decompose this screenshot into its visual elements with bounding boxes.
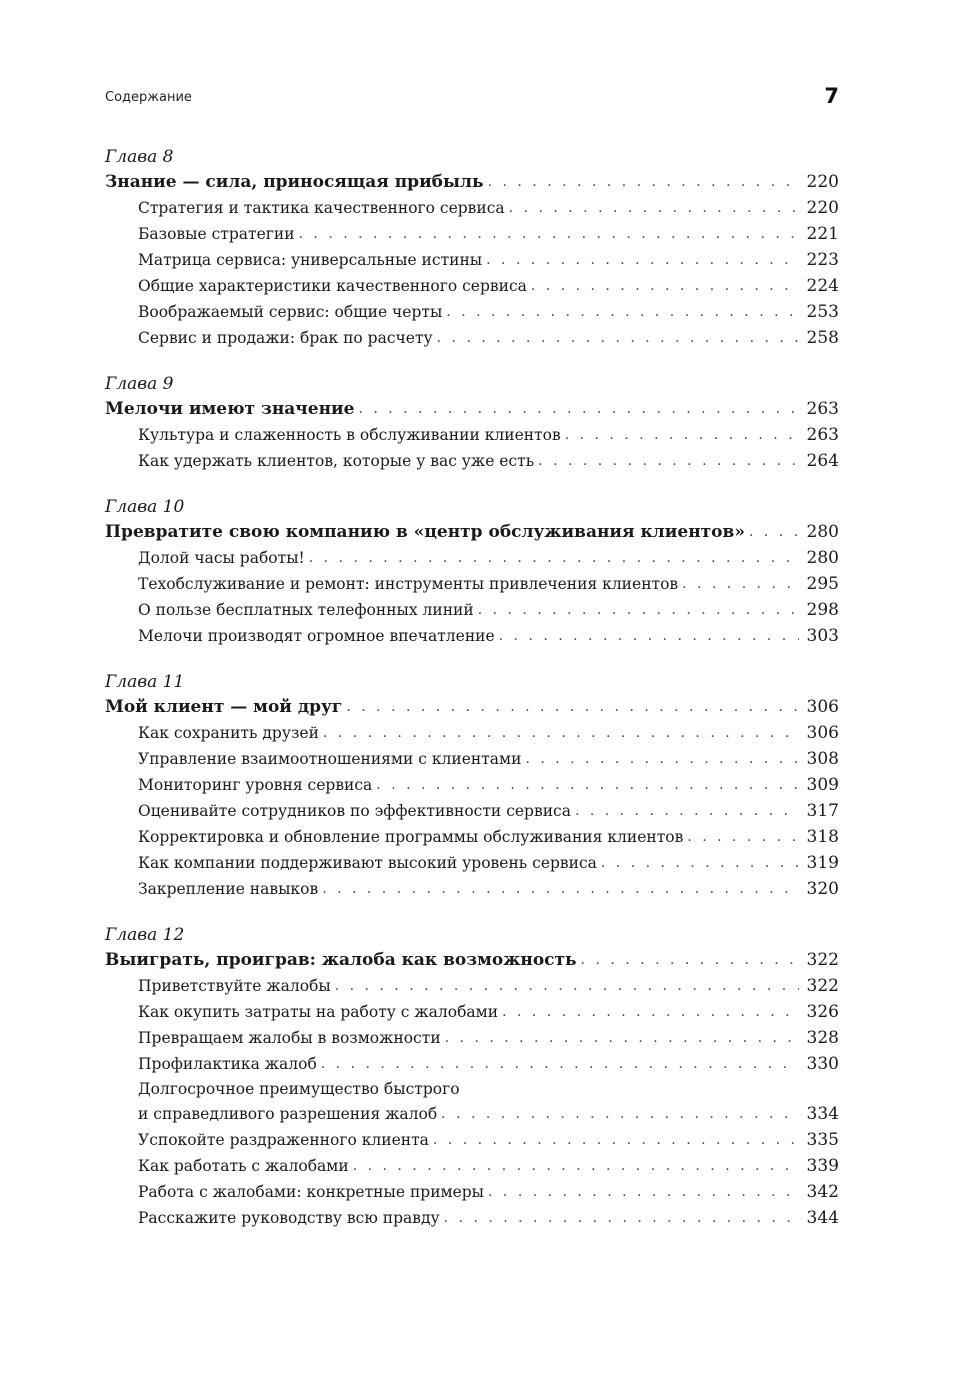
entry-title: Работа с жалобами: конкретные примеры <box>138 1183 485 1201</box>
dot-leader <box>335 973 799 999</box>
toc-entry[interactable] <box>105 545 839 571</box>
entry-title: Базовые стратегии <box>138 225 295 243</box>
page-ref: 264 <box>806 451 839 471</box>
page-ref: 344 <box>806 1208 839 1228</box>
dot-leader <box>682 571 799 597</box>
chapter-label: Глава 8 <box>105 147 174 167</box>
dot-leader <box>486 247 799 273</box>
entry-title-line1: Долгосрочное преимущество быстрого <box>138 1080 460 1098</box>
toc-entry[interactable] <box>105 1153 839 1179</box>
entry-title: Расскажите руководству всю правду <box>138 1209 440 1227</box>
page-number: 7 <box>824 84 839 108</box>
page-ref: 263 <box>806 399 839 419</box>
dot-leader <box>687 824 799 850</box>
entry-title: Успокойте раздраженного клиента <box>138 1131 429 1149</box>
chapter-title-row[interactable] <box>105 519 839 545</box>
chapter-title: Выиграть, проиграв: жалоба как возможность <box>105 950 577 970</box>
entry-title: О пользе бесплатных телефонных линий <box>138 601 474 619</box>
dot-leader <box>323 720 799 746</box>
entry-title: Управление взаимоотношениями с клиентами <box>138 750 522 768</box>
toc-entry[interactable] <box>105 1127 839 1153</box>
chapter-title: Мелочи имеют значение <box>105 399 355 419</box>
page-ref: 303 <box>806 626 839 646</box>
chapter-title-row[interactable] <box>105 694 839 720</box>
page-ref: 320 <box>806 879 839 899</box>
page-ref: 326 <box>806 1002 839 1022</box>
chapter-label: Глава 11 <box>105 672 185 692</box>
dot-leader <box>531 273 799 299</box>
page-ref: 318 <box>806 827 839 847</box>
entry-title: Корректировка и обновление программы обслуживания клиентов <box>138 828 684 846</box>
chapter-title: Мой клиент — мой друг <box>105 697 343 717</box>
page-ref: 253 <box>806 302 839 322</box>
dot-leader <box>358 396 799 422</box>
toc-entry[interactable] <box>105 623 839 649</box>
toc-entry[interactable] <box>105 448 839 474</box>
chapter-title: Знание — сила, приносящая прибыль <box>105 172 484 192</box>
page-ref: 295 <box>806 574 839 594</box>
dot-leader <box>309 545 799 571</box>
toc-entry[interactable] <box>105 876 839 902</box>
chapter-10 <box>105 494 839 649</box>
entry-title: Как окупить затраты на работу с жалобами <box>138 1003 499 1021</box>
dot-leader <box>565 422 799 448</box>
toc-entry[interactable] <box>105 973 839 999</box>
toc-entry[interactable] <box>105 571 839 597</box>
entry-title: и справедливого разрешения жалоб <box>138 1105 438 1123</box>
dot-leader <box>433 1127 799 1153</box>
chapter-label: Глава 9 <box>105 374 174 394</box>
page-ref: 220 <box>806 198 839 218</box>
entry-title: Культура и слаженность в обслуживании клиентов <box>138 426 561 444</box>
dot-leader <box>488 169 799 195</box>
chapter-title: Превратите свою компанию в «центр обслуживания клиентов» <box>105 522 745 542</box>
entry-title: Матрица сервиса: универсальные истины <box>138 251 483 269</box>
entry-title: Воображаемый сервис: общие черты <box>138 303 443 321</box>
page-ref: 221 <box>806 224 839 244</box>
entry-title: Техобслуживание и ремонт: инструменты привлечения клиентов <box>138 575 679 593</box>
entry-title: Как сохранить друзей <box>138 724 319 742</box>
entry-title: Как работать с жалобами <box>138 1157 349 1175</box>
dot-leader <box>538 448 799 474</box>
page-ref: 223 <box>806 250 839 270</box>
dot-leader <box>441 1101 799 1127</box>
dot-leader <box>502 999 799 1025</box>
toc-entry[interactable] <box>105 597 839 623</box>
toc-entry[interactable] <box>105 999 839 1025</box>
dot-leader <box>321 1051 799 1077</box>
toc-entry[interactable] <box>105 1051 839 1077</box>
dot-leader <box>581 947 799 973</box>
table-of-contents <box>105 144 839 1251</box>
page-ref: 322 <box>806 976 839 996</box>
dot-leader <box>322 876 799 902</box>
entry-title: Оценивайте сотрудников по эффективности сервиса <box>138 802 571 820</box>
dot-leader <box>346 694 799 720</box>
page-ref: 258 <box>806 328 839 348</box>
page-ref: 319 <box>806 853 839 873</box>
chapter-title-row[interactable] <box>105 169 839 195</box>
entry-title: Как компании поддерживают высокий уровень сервиса <box>138 854 597 872</box>
dot-leader <box>446 299 799 325</box>
entry-title: Приветствуйте жалобы <box>138 977 331 995</box>
entry-title: Как удержать клиентов, которые у вас уже есть <box>138 452 535 470</box>
page-ref: 280 <box>806 548 839 568</box>
dot-leader <box>601 850 799 876</box>
dot-leader <box>575 798 799 824</box>
toc-entry[interactable] <box>105 1205 839 1231</box>
entry-title: Превращаем жалобы в возможности <box>138 1029 441 1047</box>
chapter-label: Глава 10 <box>105 497 185 517</box>
page-ref: 335 <box>806 1130 839 1150</box>
chapter-title-row[interactable] <box>105 947 839 973</box>
page-ref: 339 <box>806 1156 839 1176</box>
page-ref: 322 <box>806 950 839 970</box>
page-ref: 330 <box>806 1054 839 1074</box>
page-ref: 308 <box>806 749 839 769</box>
dot-leader <box>437 325 799 351</box>
page-ref: 306 <box>806 697 839 717</box>
entry-title: Закрепление навыков <box>138 880 319 898</box>
toc-entry[interactable] <box>105 1025 839 1051</box>
entry-title: Мониторинг уровня сервиса <box>138 776 373 794</box>
toc-entry[interactable] <box>105 1179 839 1205</box>
page-ref: 317 <box>806 801 839 821</box>
dot-leader <box>509 195 799 221</box>
toc-entry-line2 <box>138 1101 839 1127</box>
page-ref: 224 <box>806 276 839 296</box>
entry-title: Стратегия и тактика качественного сервиса <box>138 199 505 217</box>
toc-entry[interactable] <box>105 772 839 798</box>
toc-entry[interactable] <box>105 746 839 772</box>
dot-leader <box>299 221 799 247</box>
chapter-label: Глава 12 <box>105 925 185 945</box>
chapter-9 <box>105 371 839 474</box>
chapter-12 <box>105 922 839 1231</box>
toc-entry[interactable] <box>105 221 839 247</box>
dot-leader <box>749 519 799 545</box>
toc-entry[interactable] <box>105 299 839 325</box>
dot-leader <box>445 1025 799 1051</box>
entry-title: Общие характеристики качественного сервиса <box>138 277 527 295</box>
dot-leader <box>478 597 799 623</box>
page-ref: 328 <box>806 1028 839 1048</box>
dot-leader <box>499 623 799 649</box>
dot-leader <box>525 746 799 772</box>
running-header: Содержание <box>105 90 192 105</box>
page-ref: 334 <box>806 1104 839 1124</box>
entry-title: Профилактика жалоб <box>138 1055 317 1073</box>
toc-entry[interactable] <box>105 325 839 351</box>
entry-title: Мелочи производят огромное впечатление <box>138 627 495 645</box>
toc-entry[interactable] <box>105 195 839 221</box>
toc-entry[interactable] <box>105 273 839 299</box>
toc-entry[interactable] <box>105 798 839 824</box>
entry-title: Сервис и продажи: брак по расчету <box>138 329 433 347</box>
dot-leader <box>488 1179 799 1205</box>
entry-title: Долой часы работы! <box>138 549 305 567</box>
toc-entry[interactable] <box>105 824 839 850</box>
page-ref: 342 <box>806 1182 839 1202</box>
chapter-11 <box>105 669 839 902</box>
page-ref: 280 <box>806 522 839 542</box>
dot-leader <box>376 772 799 798</box>
page-ref: 220 <box>806 172 839 192</box>
page-ref: 309 <box>806 775 839 795</box>
chapter-title-row[interactable] <box>105 396 839 422</box>
page-ref: 263 <box>806 425 839 445</box>
toc-entry-multiline[interactable] <box>105 1077 839 1127</box>
page-ref: 306 <box>806 723 839 743</box>
toc-entry[interactable] <box>105 422 839 448</box>
chapter-8 <box>105 144 839 351</box>
dot-leader <box>353 1153 799 1179</box>
toc-entry[interactable] <box>105 720 839 746</box>
toc-entry[interactable] <box>105 850 839 876</box>
dot-leader <box>444 1205 799 1231</box>
page-ref: 298 <box>806 600 839 620</box>
toc-entry[interactable] <box>105 247 839 273</box>
